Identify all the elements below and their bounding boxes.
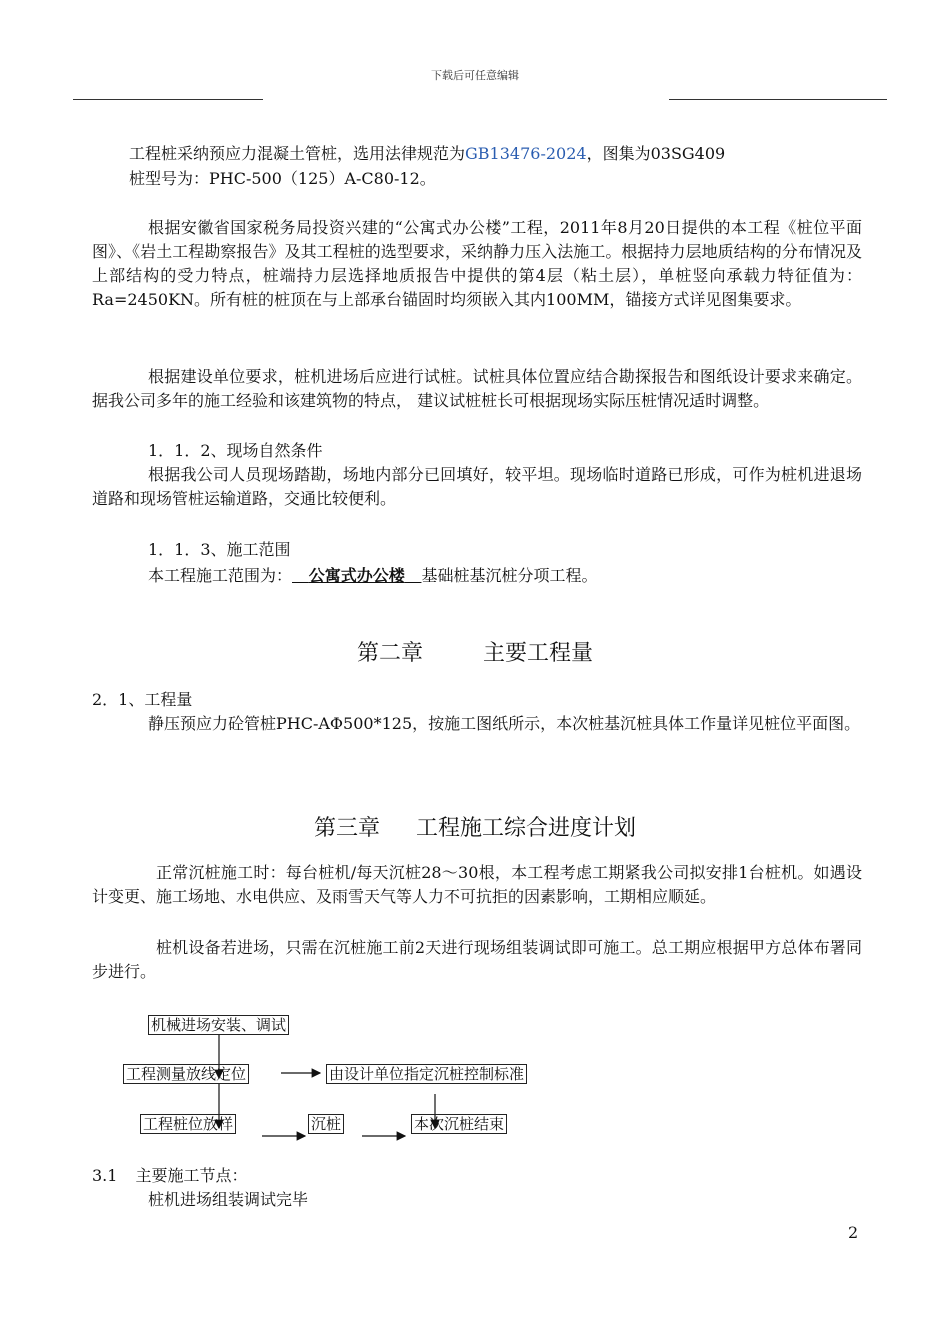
para-quantity: 静压预应力砼管桩PHC-AΦ500*125，按施工图纸所示，本次桩基沉桩具体工作量详见桩位平面图。 (148, 714, 861, 733)
para-schedule: 正常沉桩施工时：每台桩机/每天沉桩28～30根，本工程考虑工期紧我公司拟安排1台桩机。如遇设计变更、施工场地、水电供应、及雨雪天气等人力不可抗拒的因素影响，工期相应顺延。 (92, 863, 862, 906)
para-site-conditions: 根据我公司人员现场踏勘，场地内部分已回填好，较平坦。现场临时道路已形成，可作为桩机进退场道路和现场管桩运输道路，交通比较便利。 (92, 465, 862, 508)
chapter-3-number: 第三章 (313, 816, 380, 841)
heading-1-1-3: 1．1．3、施工范围 (148, 540, 291, 559)
scope-post: 基础桩基沉桩分项工程。 (421, 566, 598, 585)
para1-text-pre: 工程桩采纳预应力混凝土管桩，选用法律规范为 (129, 144, 466, 163)
flow-step-end: 本次沉桩结束 (411, 1114, 507, 1134)
chapter-2-title: 主要工程量 (483, 641, 594, 666)
para-project-description: 根据安徽省国家税务局投资兴建的“公寓式办公楼”工程，2011年8月20日提供的本工程《桩位平面图》、《岩土工程勘察报告》及其工程桩的选型要求，采纳静力压入法施工。根据持力层地质结构的分布情况及上部结构的受力特点，桩端持力层选择地质报告中提供的第4层（粘土层），单桩竖向承载力特征值为：Ra=2450KN。所有桩的桩顶在与上部承台锚固时均须嵌入其内100MM，锚接方式详见图集要求。 (92, 218, 862, 309)
heading-3-1 (92, 1164, 247, 1188)
heading-1-1-2: 1．1．2、现场自然条件 (148, 441, 323, 460)
flow-step-survey: 工程测量放线定位 (123, 1064, 249, 1084)
flow-step-pile: 沉桩 (308, 1114, 344, 1134)
flow-step-install: 机械进场安装、调试 (148, 1015, 289, 1035)
chapter-3-title: 工程施工综合进度计划 (416, 816, 637, 841)
scope-pre: 本工程施工范围为： (148, 566, 293, 585)
header-note: 下载后可任意编辑 (431, 69, 519, 82)
flow-step-standard: 由设计单位指定沉桩控制标准 (326, 1064, 527, 1084)
para-test-pile: 根据建设单位要求，桩机进场后应进行试桩。试桩具体位置应结合勘探报告和图纸设计要求来确定。据我公司多年的施工经验和该建筑物的特点， 建议试桩桩长可根据现场实际压桩情况适时调整。 (92, 367, 862, 410)
heading-3-1-text: 主要施工节点： (135, 1166, 248, 1185)
standard-link[interactable]: GB13476-2024 (465, 144, 587, 163)
scope-project-name: 公寓式办公楼 (308, 566, 405, 585)
node-item-1: 桩机进场组装调试完毕 (148, 1190, 309, 1209)
page-number: 2 (848, 1223, 859, 1242)
para1-line2: 桩型号为：PHC-500（125）A-C80-12。 (129, 169, 436, 188)
para1-text-post: ，图集为03SG409 (586, 144, 726, 163)
heading-3-1-number: 3.1 (92, 1166, 118, 1185)
chapter-2-number: 第二章 (356, 641, 423, 666)
heading-2-1: 2．1、工程量 (92, 690, 193, 709)
flow-step-layout: 工程桩位放样 (140, 1114, 236, 1134)
para-total-duration: 桩机设备若进场，只需在沉桩施工前2天进行现场组装调试即可施工。总工期应根据甲方总体布署同步进行。 (92, 938, 862, 981)
